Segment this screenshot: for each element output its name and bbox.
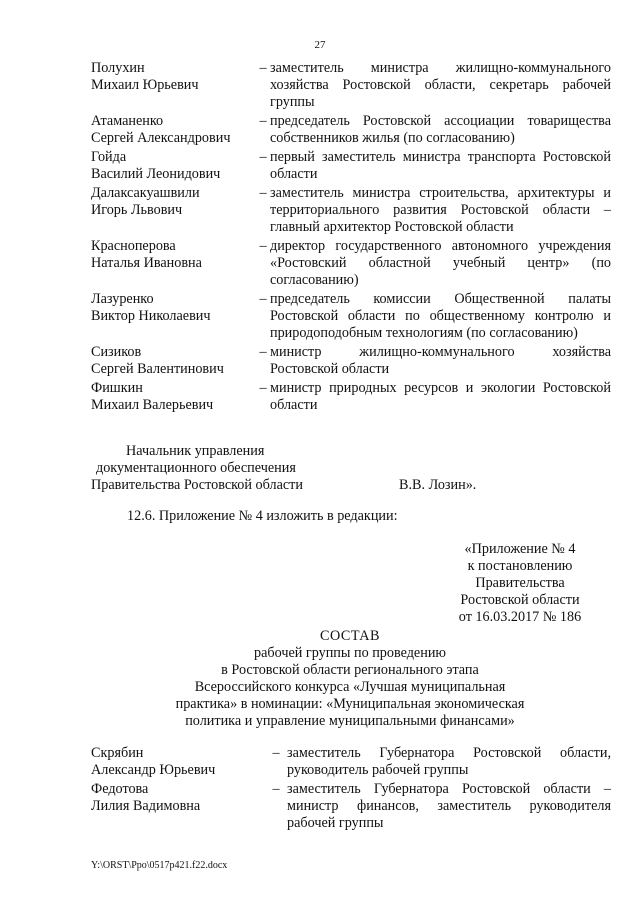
signature-position-line3: Правительства Ростовской области bbox=[91, 477, 303, 493]
member-entry bbox=[91, 291, 611, 342]
dash-separator: – bbox=[272, 781, 280, 797]
working-group-members-bottom bbox=[91, 745, 611, 834]
member-name: Скрябин Александр Юрьевич bbox=[91, 745, 216, 778]
member-name: Сизиков Сергей Валентинович bbox=[91, 344, 224, 377]
member-entry bbox=[91, 781, 611, 832]
member-entry bbox=[91, 344, 611, 378]
dash-separator: – bbox=[259, 238, 267, 254]
member-name: Федотова Лилия Вадимовна bbox=[91, 781, 201, 814]
member-name: Полухин Михаил Юрьевич bbox=[91, 60, 199, 93]
member-role: первый заместитель министра транспорта Ростовской области bbox=[270, 149, 611, 182]
member-role: заместитель министра жилищно-коммунального хозяйства Ростовской области, секретарь рабочей группы bbox=[270, 60, 611, 110]
composition-heading: СОСТАВ bbox=[319, 628, 380, 644]
member-entry bbox=[91, 149, 611, 183]
file-path-footer: Y:\ORST\Ppo\0517p421.f22.docx bbox=[91, 860, 228, 871]
member-name: Далаксакуашвили Игорь Львович bbox=[91, 185, 200, 218]
composition-title: СОСТАВ рабочей группы по проведению в Ростовской области регионального этапа Всероссийского конкурса «Лучшая муниципальная практика» в номинации: «Муниципальная экономическая политика и управление муниципальными финансами» bbox=[0, 628, 640, 730]
dash-separator: – bbox=[259, 60, 267, 76]
dash-separator: – bbox=[259, 113, 267, 129]
member-name: Атаманенко Сергей Александрович bbox=[91, 113, 231, 146]
member-role: министр жилищно-коммунального хозяйства Ростовской области bbox=[270, 344, 611, 377]
member-entry bbox=[91, 60, 611, 111]
member-role: заместитель Губернатора Ростовской области – министр финансов, заместитель руководителя рабочей группы bbox=[287, 781, 611, 831]
member-name: Лазуренко Виктор Николаевич bbox=[91, 291, 211, 324]
member-role: заместитель министра строительства, архитектуры и территориального развития Ростовской области – главный архитектор Ростовской области bbox=[270, 185, 611, 235]
signature-position-line2: документационного обеспечения bbox=[96, 460, 296, 476]
signature-block bbox=[91, 443, 611, 494]
dash-separator: – bbox=[272, 745, 280, 761]
dash-separator: – bbox=[259, 149, 267, 165]
member-entry bbox=[91, 238, 611, 289]
signature-position-line1: Начальник управления bbox=[126, 443, 265, 459]
signer-name: В.В. Лозин». bbox=[399, 477, 477, 493]
page-number: 27 bbox=[314, 39, 326, 51]
member-name: Фишкин Михаил Валерьевич bbox=[91, 380, 214, 413]
member-role: директор государственного автономного учреждения «Ростовский областной учебный центр» (по согласованию) bbox=[270, 238, 611, 288]
appendix-header: «Приложение № 4 к постановлению Правительства Ростовской области от 16.03.2017 № 186 bbox=[458, 541, 582, 625]
dash-separator: – bbox=[259, 185, 267, 201]
member-entry bbox=[91, 745, 611, 779]
member-entry bbox=[91, 380, 611, 414]
working-group-members-top bbox=[91, 60, 611, 416]
member-name: Гойда Василий Леонидович bbox=[91, 149, 221, 182]
member-role: председатель комиссии Общественной палаты Ростовской области по общественному контролю и природоподобным технологиям (по согласованию) bbox=[270, 291, 611, 341]
member-role: заместитель Губернатора Ростовской области, руководитель рабочей группы bbox=[287, 745, 611, 778]
dash-separator: – bbox=[259, 344, 267, 360]
member-role: министр природных ресурсов и экологии Ростовской области bbox=[270, 380, 611, 413]
dash-separator: – bbox=[259, 291, 267, 307]
member-name: Красноперова Наталья Ивановна bbox=[91, 238, 202, 271]
member-role: председатель Ростовской ассоциации товарищества собственников жилья (по согласованию) bbox=[270, 113, 611, 146]
member-entry bbox=[91, 185, 611, 236]
amendment-paragraph: 12.6. Приложение № 4 изложить в редакции: bbox=[127, 508, 398, 524]
member-entry bbox=[91, 113, 611, 147]
dash-separator: – bbox=[259, 380, 267, 396]
